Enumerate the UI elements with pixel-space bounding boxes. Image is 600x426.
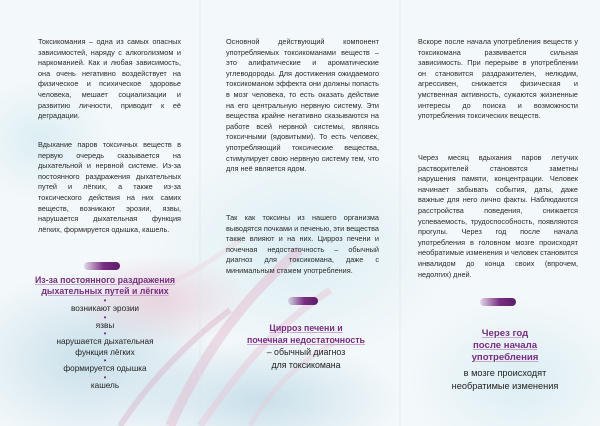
- panel-right: [400, 0, 600, 426]
- memory-paragraph: Через месяц вдыхания паров летучих растворителей становятся заметны нарушения памяти, концентрации. Человек начинает забывать события, даты, даже важные для него лично факты. Наблюдаются расстройства поведения, снижается успеваемость, трудоспособность, появляются прогулы. Через год после начала употребления в головном мозге происходят необратимые изменения и человек становится инвалидом до конца своих (впрочем, недолгих) дней.: [418, 153, 578, 279]
- brain-heading: [425, 328, 585, 364]
- liver-heading: [226, 322, 386, 346]
- liver-heading-line2: почечная недостаточность: [247, 335, 365, 345]
- brain-caption: [425, 367, 585, 393]
- bullet-dot: •: [103, 329, 107, 338]
- intro-paragraph: Токсикомания – одна из самых опасных зависимостей, наряду с алкоголизмом и наркоманией. Как и любая зависимость, она очень негативно воздействует на физическое и психическое здоровье человека, мешает социализации и развитию личности, приводит к её деградации.: [38, 37, 181, 121]
- list-item: формируется одышка: [63, 364, 147, 373]
- brush-stroke-decoration: [480, 298, 516, 306]
- panel-left: [0, 0, 200, 426]
- list-item: нарушается дыхательная: [56, 337, 154, 346]
- liver-heading-line1: Цирроз печени и: [269, 323, 343, 333]
- brain-heading-line1: Через год: [481, 328, 529, 339]
- list-item: кашель: [90, 380, 120, 390]
- brush-stroke-decoration: [84, 262, 120, 270]
- consequences-list: [20, 298, 190, 391]
- brain-heading-line3: употребления: [471, 352, 539, 363]
- brain-caption-line2: необратимые изменения: [451, 381, 559, 391]
- panel-middle: [200, 0, 400, 426]
- liver-caption: [226, 346, 386, 372]
- respiratory-heading-line2: дыхательных путей и лёгких: [41, 286, 169, 296]
- respiratory-heading: [20, 275, 190, 297]
- list-item: возникают эрозии: [71, 304, 139, 313]
- bullet-dot: •: [103, 312, 107, 322]
- brain-caption-line1: в мозге происходят: [463, 368, 547, 378]
- brush-stroke-decoration: [288, 297, 318, 305]
- nervous-system-paragraph: Основной действующий компонент употребляемых токсикоманами веществ – это алифатические и ароматические углеводороды. Для достижения ожидаемого токсикоманом эффекта они должны попасть в мозг человека, то есть оказать действие на его центральную нервную систему. Эти вещества крайне негативно сказываются на работе всей нервной системы, являясь токсичными (ядовитыми). То есть человек, употребляющий токсические вещества, стимулирует свою нервную систему тем, что для неё является ядом.: [226, 37, 379, 174]
- list-item: функция лёгких: [75, 347, 135, 357]
- bullet-dot: •: [103, 356, 107, 365]
- respiratory-heading-line1: Из-за постоянного раздражения: [34, 275, 176, 285]
- respiratory-paragraph: Вдыхание паров токсичных веществ в первую очередь сказывается на дыхательной и нервной системе. Из-за постоянного раздражения дыхательных путей и лёгких, а также из-за токсического действия на них самих веществ, возникают эрозии, язвы, нарушается дыхательная функция лёгких, формируется одышка, кашель.: [38, 140, 181, 234]
- list-item: язвы: [95, 320, 115, 330]
- brain-heading-line2: после начала: [472, 340, 538, 351]
- liver-kidney-paragraph: Так как токсины из нашего организма выводятся почками и печенью, эти вещества также влияют и на них. Цирроз печени и почечная недостаточность – обычный диагноз для токсикомана, даже с минимальным стажем употребления.: [226, 213, 379, 275]
- liver-caption-line1: – обычный диагноз: [266, 347, 346, 357]
- dependence-paragraph: Вскоре после начала употребления веществ у токсикомана развивается сильная зависимость. При перерыве в употреблении он становится раздражителен, нелюдим, агрессивен, снижается физическая и умственная активность, сужаются жизненные интересы до поиска и возможности употребления токсических веществ.: [418, 37, 578, 121]
- bullet-dot: •: [103, 372, 107, 382]
- bullet-dot: •: [103, 296, 107, 305]
- liver-caption-line2: для токсикомана: [271, 360, 341, 370]
